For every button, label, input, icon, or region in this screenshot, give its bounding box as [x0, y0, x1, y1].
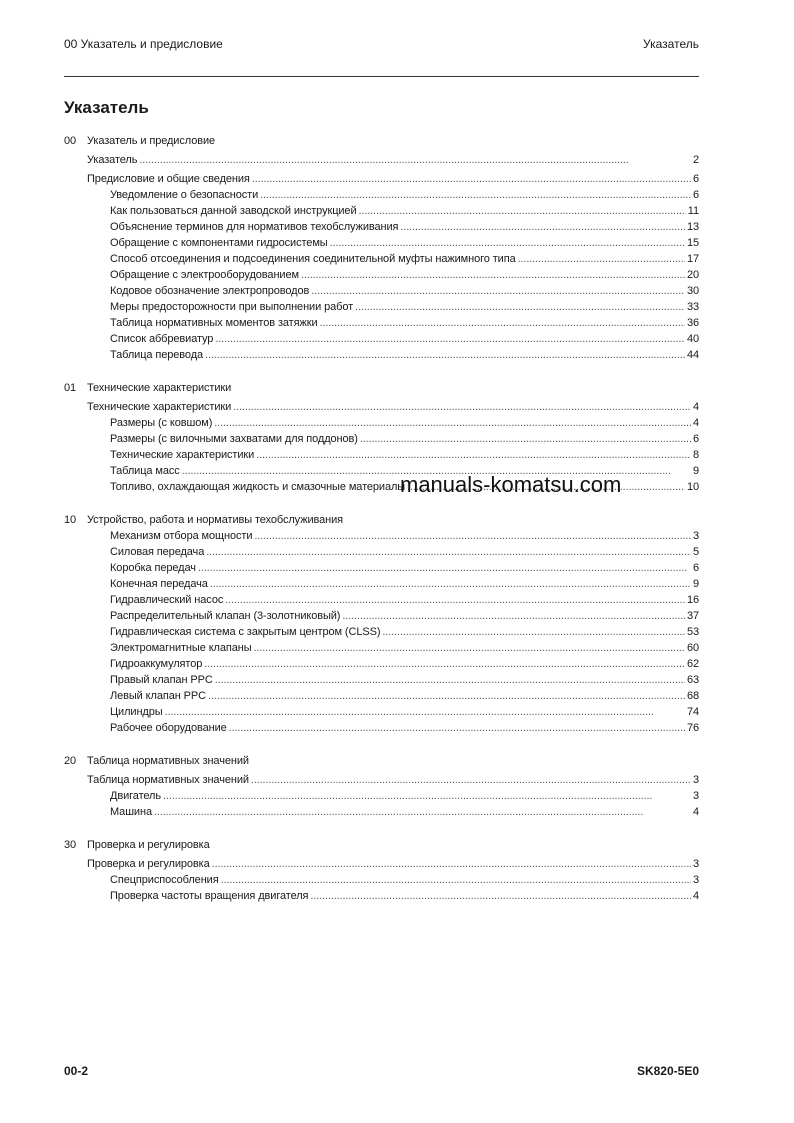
chapter-title: Таблица нормативных значений: [87, 755, 249, 767]
dot-leader: [165, 704, 685, 720]
dot-leader: [208, 688, 685, 704]
dot-leader: [311, 283, 685, 299]
entry-page: 33: [686, 301, 699, 313]
dot-leader: [342, 608, 685, 624]
entry-title: Обращение с компонентами гидросистемы: [110, 237, 328, 249]
toc-entry[interactable]: [64, 804, 699, 820]
entry-page: 15: [686, 237, 699, 249]
entry-title: Гидравлическая система с закрытым центром (CLSS): [110, 626, 381, 638]
entry-title: Левый клапан PPC: [110, 690, 206, 702]
entry-title: Топливо, охлаждающая жидкость и смазочные материалы: [110, 481, 406, 493]
entry-title: Распределительный клапан (3-золотниковый): [110, 610, 341, 622]
dot-leader: [310, 888, 691, 904]
entry-title: Кодовое обозначение электропроводов: [110, 285, 310, 297]
toc-entry[interactable]: [64, 187, 699, 203]
dot-leader: [204, 656, 685, 672]
entry-page: 9: [692, 578, 699, 590]
toc-entry[interactable]: [64, 704, 699, 720]
chapter-number: 00: [64, 135, 77, 147]
entry-page: 74: [686, 706, 699, 718]
entry-title: Указатель: [87, 154, 138, 166]
entry-title: Правый клапан PPC: [110, 674, 213, 686]
entry-page: 4: [692, 401, 699, 413]
dot-leader: [360, 431, 691, 447]
entry-title: Уведомление о безопасности: [110, 189, 259, 201]
toc-entry[interactable]: [64, 152, 699, 168]
toc-entry[interactable]: [64, 720, 699, 736]
entry-title: Предисловие и общие сведения: [87, 173, 250, 185]
entry-page: 36: [686, 317, 699, 329]
entry-page: 60: [686, 642, 699, 654]
entry-page: 5: [692, 546, 699, 558]
entry-title: Таблица масс: [110, 465, 180, 477]
entry-page: 6: [692, 189, 699, 201]
entry-title: Спецприспособления: [110, 874, 219, 886]
entry-page: 9: [692, 465, 699, 477]
dot-leader: [215, 331, 685, 347]
dot-leader: [233, 399, 691, 415]
entry-page: 13: [686, 221, 699, 233]
entry-title: Объяснение терминов для нормативов техобслуживания: [110, 221, 399, 233]
entry-title: Размеры (с вилочными захватами для поддонов): [110, 433, 358, 445]
entry-page: 53: [686, 626, 699, 638]
entry-page: 2: [692, 154, 699, 166]
header-divider: [64, 76, 699, 77]
toc-entry[interactable]: [64, 576, 699, 592]
entry-title: Технические характеристики: [87, 401, 232, 413]
dot-leader: [198, 560, 691, 576]
entry-title: Коробка передач: [110, 562, 196, 574]
entry-page: 3: [692, 874, 699, 886]
entry-page: 10: [686, 481, 699, 493]
dot-leader: [301, 267, 685, 283]
entry-title: Способ отсоединения и подсоединения соединительной муфты нажимного типа: [110, 253, 516, 265]
toc-entry[interactable]: [64, 788, 699, 804]
dot-leader: [400, 219, 685, 235]
chapter-title: Устройство, работа и нормативы техобслуживания: [87, 514, 344, 526]
entry-title: Цилиндры: [110, 706, 163, 718]
toc-entry[interactable]: [64, 251, 699, 267]
dot-leader: [260, 187, 691, 203]
entry-title: Двигатель: [110, 790, 162, 802]
toc-entry[interactable]: [64, 415, 699, 431]
toc-entry[interactable]: [64, 640, 699, 656]
entry-page: 4: [692, 890, 699, 902]
toc-entry[interactable]: [64, 672, 699, 688]
dot-leader: [221, 872, 691, 888]
toc-entry[interactable]: [64, 544, 699, 560]
toc-entry[interactable]: [64, 235, 699, 251]
dot-leader: [251, 772, 691, 788]
entry-page: 17: [686, 253, 699, 265]
entry-page: 6: [692, 173, 699, 185]
entry-title: Таблица нормативных значений: [87, 774, 249, 786]
entry-page: 3: [692, 774, 699, 786]
entry-page: 3: [692, 530, 699, 542]
entry-title: Как пользоваться данной заводской инструкцией: [110, 205, 357, 217]
entry-title: Таблица перевода: [110, 349, 204, 361]
entry-page: 76: [686, 722, 699, 734]
dot-leader: [139, 152, 691, 168]
entry-title: Таблица нормативных моментов затяжки: [110, 317, 318, 329]
page-number: 00-2: [64, 1064, 89, 1078]
toc-chapter: [64, 133, 699, 363]
dot-leader: [382, 624, 685, 640]
dot-leader: [254, 528, 691, 544]
dot-leader: [359, 203, 686, 219]
toc-entry[interactable]: [64, 656, 699, 672]
entry-title: Обращение с электрооборудованием: [110, 269, 299, 281]
running-header-section: 00 Указатель и предисловие: [64, 37, 223, 51]
toc-entry[interactable]: [64, 688, 699, 704]
toc-entry[interactable]: [64, 219, 699, 235]
dot-leader: [256, 447, 691, 463]
model-code: SK820-5E0: [636, 1064, 699, 1078]
toc-entry[interactable]: [64, 624, 699, 640]
toc-entry[interactable]: [64, 431, 699, 447]
dot-leader: [210, 576, 691, 592]
dot-leader: [252, 171, 691, 187]
table-of-contents: [64, 133, 699, 921]
entry-page: 30: [686, 285, 699, 297]
chapter-number: 01: [64, 382, 77, 394]
toc-entry[interactable]: [64, 315, 699, 331]
chapter-title: Проверка и регулировка: [87, 839, 210, 851]
toc-entry[interactable]: [64, 171, 699, 187]
running-header-title: Указатель: [643, 37, 699, 51]
dot-leader: [225, 592, 685, 608]
toc-entry[interactable]: [64, 283, 699, 299]
entry-page: 37: [686, 610, 699, 622]
dot-leader: [518, 251, 685, 267]
entry-title: Размеры (с ковшом): [110, 417, 213, 429]
entry-page: 3: [692, 858, 699, 870]
entry-page: 3: [692, 790, 699, 802]
toc-entry[interactable]: [64, 772, 699, 788]
dot-leader: [355, 299, 685, 315]
entry-title: Гидроаккумулятор: [110, 658, 203, 670]
entry-page: 8: [692, 449, 699, 461]
chapter-number: 20: [64, 755, 77, 767]
entry-page: 44: [686, 349, 699, 361]
entry-page: 62: [686, 658, 699, 670]
toc-chapter: [64, 512, 699, 736]
entry-page: 68: [686, 690, 699, 702]
toc-entry[interactable]: [64, 331, 699, 347]
dot-leader: [206, 544, 691, 560]
chapter-title: Технические характеристики: [87, 382, 232, 394]
chapter-heading[interactable]: [64, 837, 699, 853]
entry-title: Технические характеристики: [110, 449, 255, 461]
entry-title: Силовая передача: [110, 546, 205, 558]
toc-entry[interactable]: [64, 888, 699, 904]
watermark: manuals-komatsu.com: [400, 472, 622, 497]
entry-title: Механизм отбора мощности: [110, 530, 253, 542]
toc-entry[interactable]: [64, 399, 699, 415]
toc-entry[interactable]: [64, 267, 699, 283]
entry-page: 11: [687, 205, 699, 217]
entry-title: Проверка и регулировка: [87, 858, 210, 870]
toc-entry[interactable]: [64, 347, 699, 363]
page-title: Указатель: [64, 98, 149, 117]
toc-entry[interactable]: [64, 203, 699, 219]
dot-leader: [320, 315, 685, 331]
entry-page: 20: [686, 269, 699, 281]
dot-leader: [215, 672, 685, 688]
entry-page: 4: [692, 806, 699, 818]
dot-leader: [205, 347, 685, 363]
entry-title: Машина: [110, 806, 152, 818]
entry-title: Проверка частоты вращения двигателя: [110, 890, 309, 902]
dot-leader: [163, 788, 691, 804]
entry-title: Конечная передача: [110, 578, 208, 590]
toc-entry[interactable]: [64, 299, 699, 315]
entry-page: 63: [686, 674, 699, 686]
chapter-heading[interactable]: [64, 512, 699, 528]
toc-chapter: [64, 753, 699, 820]
chapter-heading[interactable]: [64, 380, 699, 396]
entry-title: Список аббревиатур: [110, 333, 214, 345]
toc-entry[interactable]: [64, 592, 699, 608]
chapter-number: 30: [64, 839, 77, 851]
entry-page: 40: [686, 333, 699, 345]
toc-entry[interactable]: [64, 447, 699, 463]
dot-leader: [330, 235, 685, 251]
entry-title: Рабочее оборудование: [110, 722, 227, 734]
chapter-heading[interactable]: [64, 753, 699, 769]
chapter-heading[interactable]: [64, 133, 699, 149]
entry-title: Меры предосторожности при выполнении работ: [110, 301, 354, 313]
entry-page: 6: [692, 562, 699, 574]
dot-leader: [154, 804, 691, 820]
dot-leader: [212, 856, 691, 872]
entry-title: Гидравлический насос: [110, 594, 224, 606]
toc-chapter: [64, 837, 699, 904]
toc-entry[interactable]: [64, 872, 699, 888]
toc-entry[interactable]: [64, 856, 699, 872]
toc-entry[interactable]: [64, 608, 699, 624]
entry-page: 6: [692, 433, 699, 445]
toc-entry[interactable]: [64, 560, 699, 576]
dot-leader: [214, 415, 691, 431]
chapter-number: 10: [64, 514, 77, 526]
dot-leader: [229, 720, 685, 736]
entry-page: 4: [692, 417, 699, 429]
dot-leader: [254, 640, 685, 656]
entry-page: 16: [686, 594, 699, 606]
entry-title: Электромагнитные клапаны: [110, 642, 252, 654]
toc-entry[interactable]: [64, 528, 699, 544]
chapter-title: Указатель и предисловие: [87, 135, 216, 147]
